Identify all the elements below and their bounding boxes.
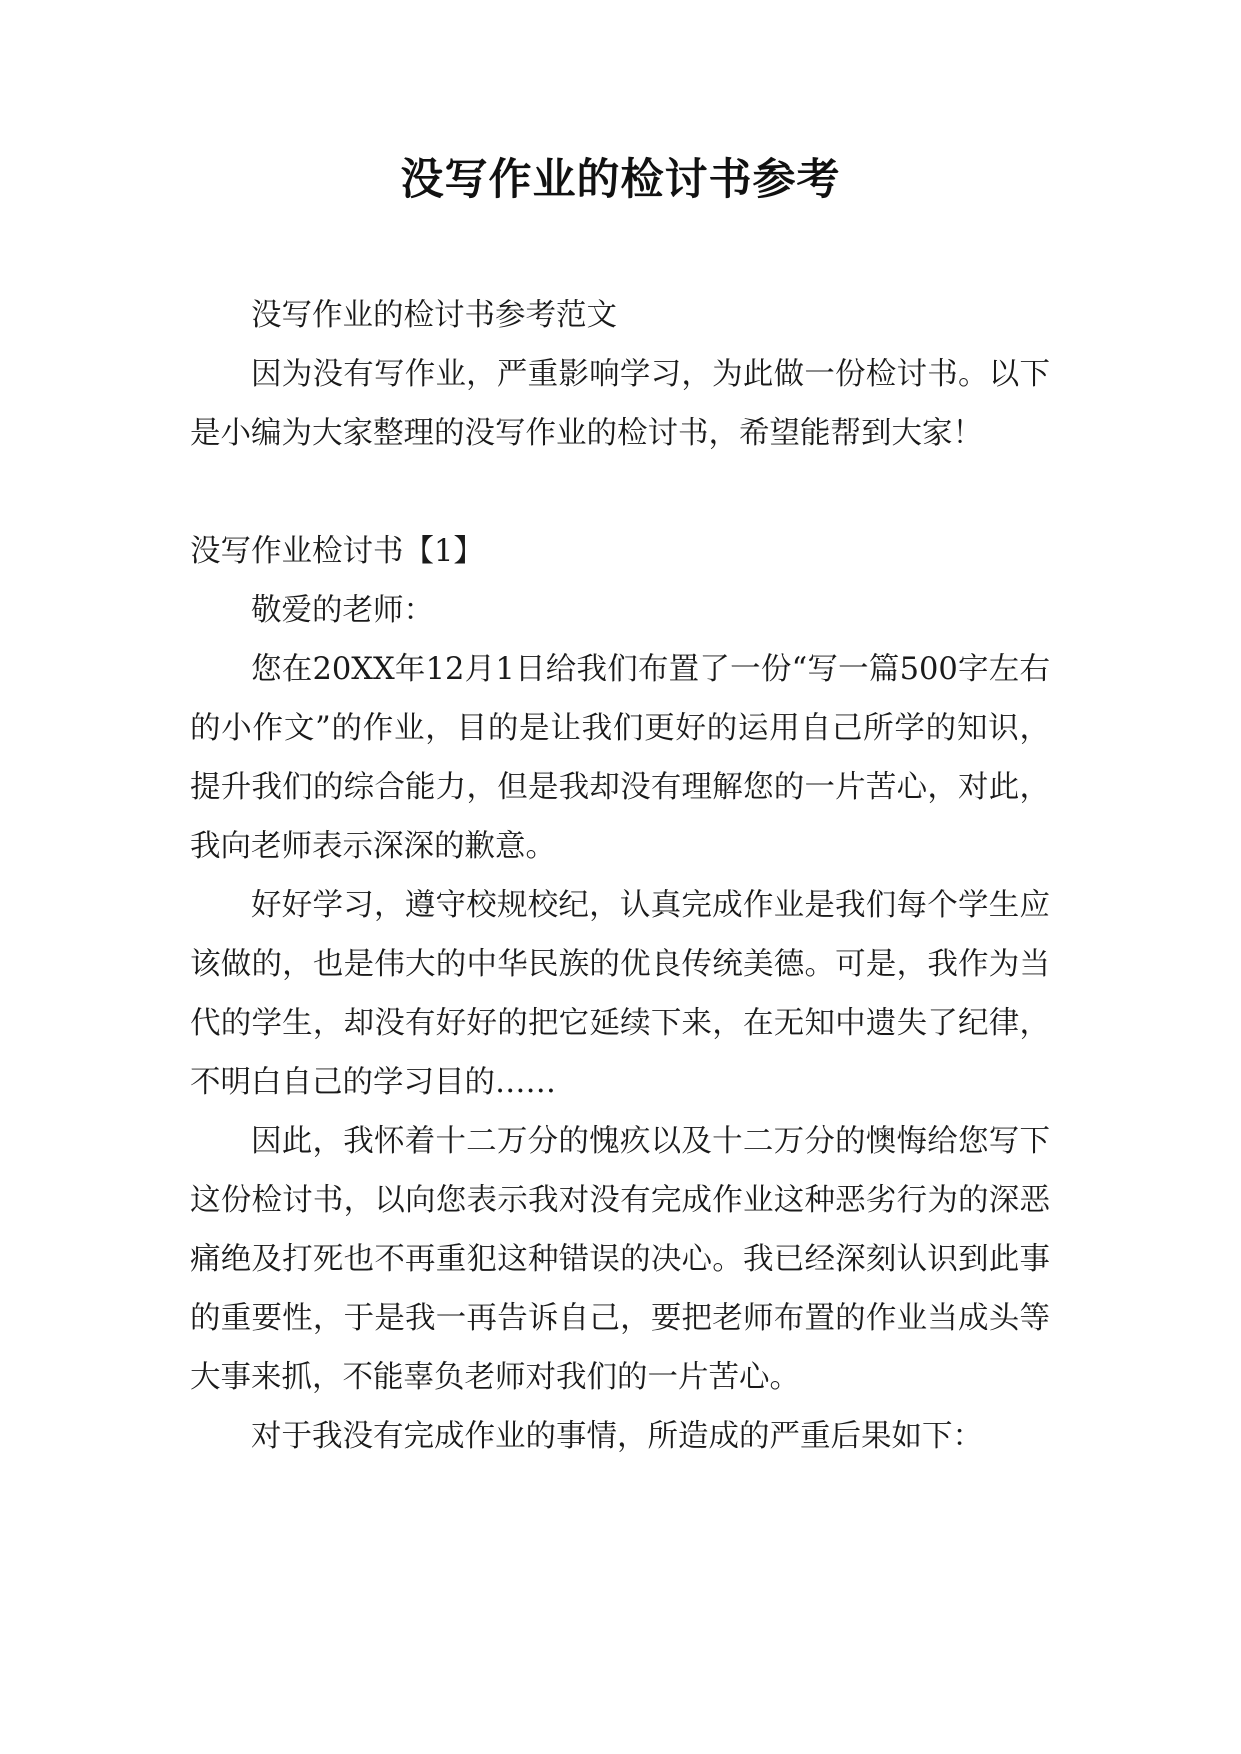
section-heading: 没写作业检讨书【1】	[190, 534, 484, 569]
section-spacer	[190, 463, 1050, 522]
intro-paragraph: 因为没有写作业，严重影响学习，为此做一份检讨书。以下是小编为大家整理的没写作业的检讨书，希望能帮到大家！	[190, 357, 1050, 451]
document-body	[190, 286, 1050, 1466]
body-paragraph-1: 您在20XX年12月1日给我们布置了一份“写一篇500字左右的小作文”的作业，目的是让我们更好的运用自己所学的知识，提升我们的综合能力，但是我却没有理解您的一片苦心，对此，我向老师表示深深的歉意。	[190, 652, 1050, 864]
intro-heading: 没写作业的检讨书参考范文	[251, 298, 617, 333]
body-paragraph-4: 对于我没有完成作业的事情，所造成的严重后果如下：	[251, 1419, 983, 1454]
body-paragraph-3: 因此，我怀着十二万分的愧疚以及十二万分的懊悔给您写下这份检讨书，以向您表示我对没有完成作业这种恶劣行为的深恶痛绝及打死也不再重犯这种错误的决心。我已经深刻认识到此事的重要性，于是我一再告诉自己，要把老师布置的作业当成头等大事来抓，不能辜负老师对我们的一片苦心。	[190, 1124, 1050, 1395]
salutation: 敬爱的老师：	[251, 593, 434, 628]
document-title: 没写作业的检讨书参考	[400, 155, 841, 205]
body-paragraph-2: 好好学习，遵守校规校纪，认真完成作业是我们每个学生应该做的，也是伟大的中华民族的优良传统美德。可是，我作为当代的学生，却没有好好的把它延续下来，在无知中遗失了纪律，不明白自己的学习目的……	[190, 888, 1050, 1100]
